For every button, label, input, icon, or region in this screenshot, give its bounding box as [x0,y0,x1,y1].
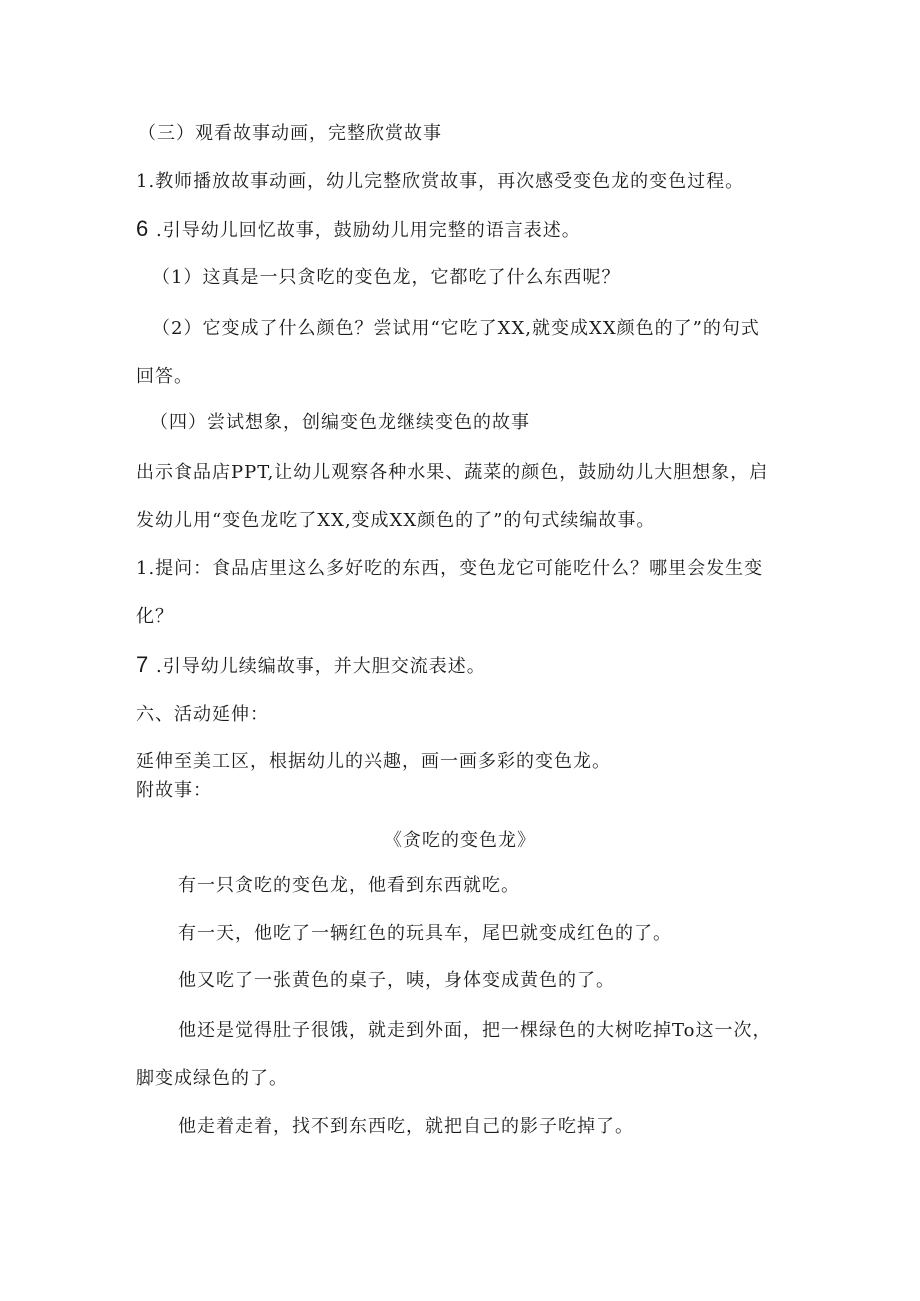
section4-para-line1: 出示食品店PPT,让幼儿观察各种水果、蔬菜的颜色，鼓励幼儿大胆想象，启 [136,462,769,483]
story-paragraph-2: 有一天，他吃了一辆红色的玩具车，尾巴就变成红色的了。 [178,923,672,944]
section3-question2-line1: （2）它变成了什么颜色？尝试用“它吃了XX,就变成XX颜色的了”的句式 [152,318,760,339]
section3-question1: （1）这真是一只贪吃的变色龙，它都吃了什么东西呢？ [152,267,621,288]
appendix-label: 附故事： [136,780,212,801]
section3-question2-line2: 回答。 [136,366,193,387]
section4-item2-number: 7 [136,652,150,677]
section3-item2-text: .引导幼儿回忆故事，鼓励幼儿用完整的语言表述。 [155,220,581,241]
section4-item1-line1: 1.提问：食品店里这么多好吃的东西，变色龙它可能吃什么？哪里会发生变 [136,558,764,579]
story-paragraph-5: 他走着走着，找不到东西吃，就把自己的影子吃掉了。 [178,1116,634,1137]
section6-heading: 六、活动延伸： [136,704,269,725]
section4-heading: （四）尝试想象，创编变色龙继续变色的故事 [150,412,530,433]
story-paragraph-1: 有一只贪吃的变色龙，他看到东西就吃。 [178,875,520,896]
story-paragraph-3: 他又吃了一张黄色的桌子，咦，身体变成黄色的了。 [178,970,615,991]
story-paragraph-4-line1: 他还是觉得肚子很饿，就走到外面，把一棵绿色的大树吃掉To这一次， [178,1020,772,1041]
section4-item1-line2: 化？ [136,606,174,627]
section6-text: 延伸至美工区，根据幼儿的兴趣，画一画多彩的变色龙。 [136,751,611,772]
section3-item2 [136,217,581,243]
section3-item1: 1.教师播放故事动画，幼儿完整欣赏故事，再次感受变色龙的变色过程。 [136,171,745,192]
story-title: 《贪吃的变色龙》 [384,830,536,851]
section3-heading: （三）观看故事动画，完整欣赏故事 [138,123,442,144]
section4-para-line2: 发幼儿用“变色龙吃了XX,变成XX颜色的了”的句式续编故事。 [136,510,656,531]
section4-item2 [136,653,486,679]
section4-item2-text: .引导幼儿续编故事，并大胆交流表述。 [155,656,486,677]
story-paragraph-4-line2: 脚变成绿色的了。 [136,1068,288,1089]
section3-item2-number: 6 [136,216,150,241]
